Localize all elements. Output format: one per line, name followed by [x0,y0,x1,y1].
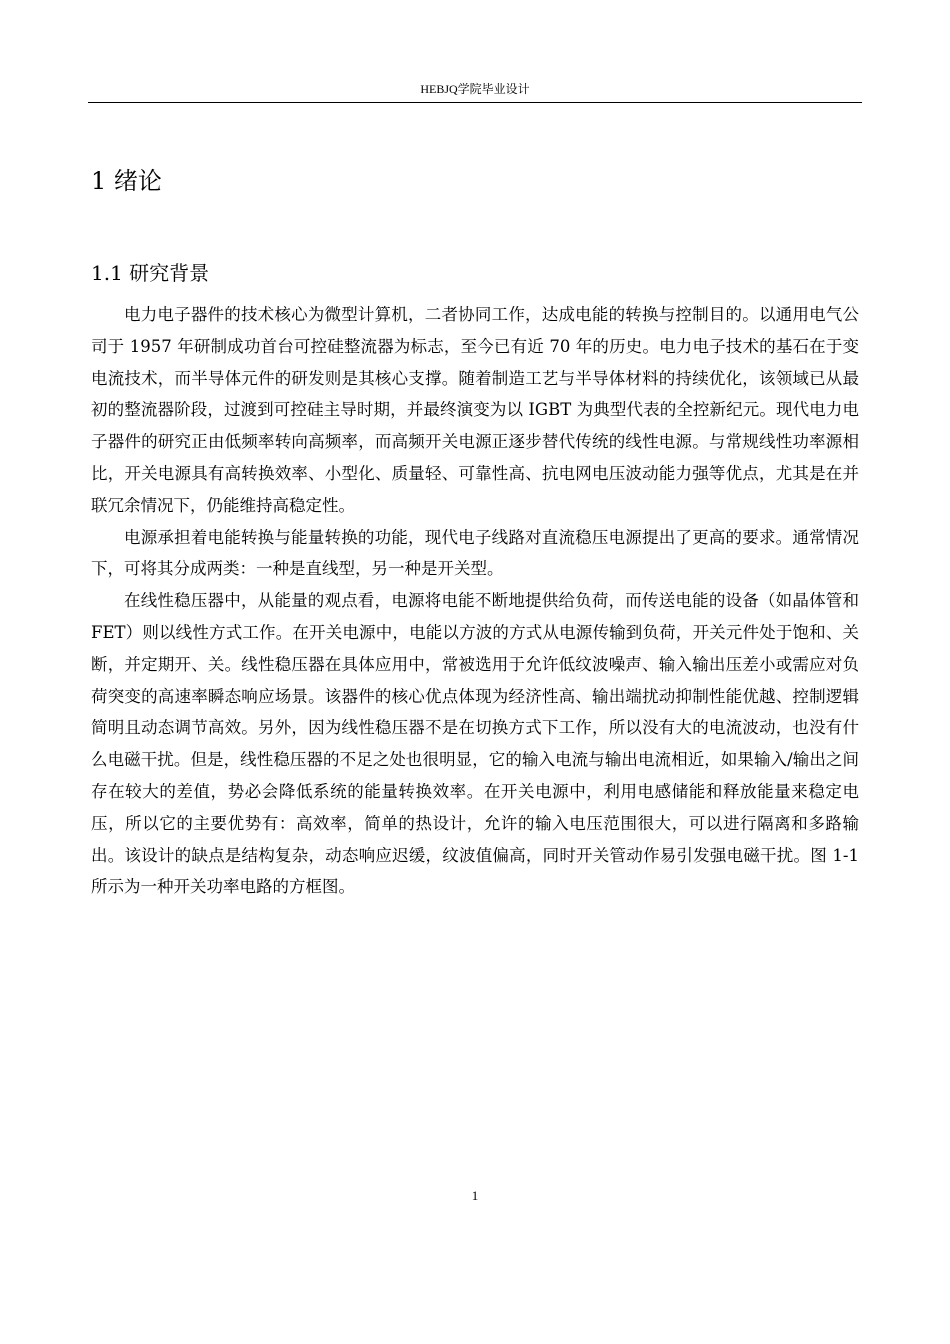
page-header [88,78,862,103]
paragraph: 电源承担着电能转换与能量转换的功能，现代电子线路对直流稳压电源提出了更高的要求。通常情况下，可将其分成两类：一种是直线型，另一种是开关型。 [91,527,859,579]
body-text [91,299,859,903]
chapter-title: 1 绪论 [91,167,162,195]
header-title: HEBJQ学院毕业设计 [420,82,530,96]
section-title: 1.1 研究背景 [91,261,210,285]
paragraph: 电力电子器件的技术核心为微型计算机，二者协同工作，达成电能的转换与控制目的。以通用电气公司于 1957 年研制成功首台可控硅整流器为标志，至今已有近 70 年的历史。电力电子技术的基石在于变电流技术，而半导体元件的研发则是其核心支撑。随着制造工艺与半导体材料的持续优化，该领域已从最初的整流器阶段，过渡到可控硅主导时期，并最终演变为以 IGBT 为典型代表的全控新纪元。现代电力电子器件的研究正由低频率转向高频率，而高频开关电源正逐步替代传统的线性电源。与常规线性功率源相比，开关电源具有高转换效率、小型化、质量轻、可靠性高、抗电网电压波动能力强等优点，尤其是在并联冗余情况下，仍能维持高稳定性。 [91,305,859,515]
paragraph: 在线性稳压器中，从能量的观点看，电源将电能不断地提供给负荷，而传送电能的设备（如晶体管和 FET）则以线性方式工作。在开关电源中，电能以方波的方式从电源传输到负荷，开关元件处于饱和、关断，并定期开、关。线性稳压器在具体应用中，常被选用于允许低纹波噪声、输入输出压差小或需应对负荷突变的高速率瞬态响应场景。该器件的核心优点体现为经济性高、输出端扰动抑制性能优越、控制逻辑简明且动态调节高效。另外，因为线性稳压器不是在切换方式下工作，所以没有大的电流波动，也没有什么电磁干扰。但是，线性稳压器的不足之处也很明显，它的输入电流与输出电流相近，如果输入/输出之间存在较大的差值，势必会降低系统的能量转换效率。在开关电源中，利用电感储能和释放能量来稳定电压，所以它的主要优势有：高效率，简单的热设计，允许的输入电压范围很大，可以进行隔离和多路输出。该设计的缺点是结构复杂，动态响应迟缓，纹波值偏高，同时开关管动作易引发强电磁干扰。图 1-1 所示为一种开关功率电路的方框图。 [91,591,859,897]
page-number: 1 [471,1188,479,1203]
